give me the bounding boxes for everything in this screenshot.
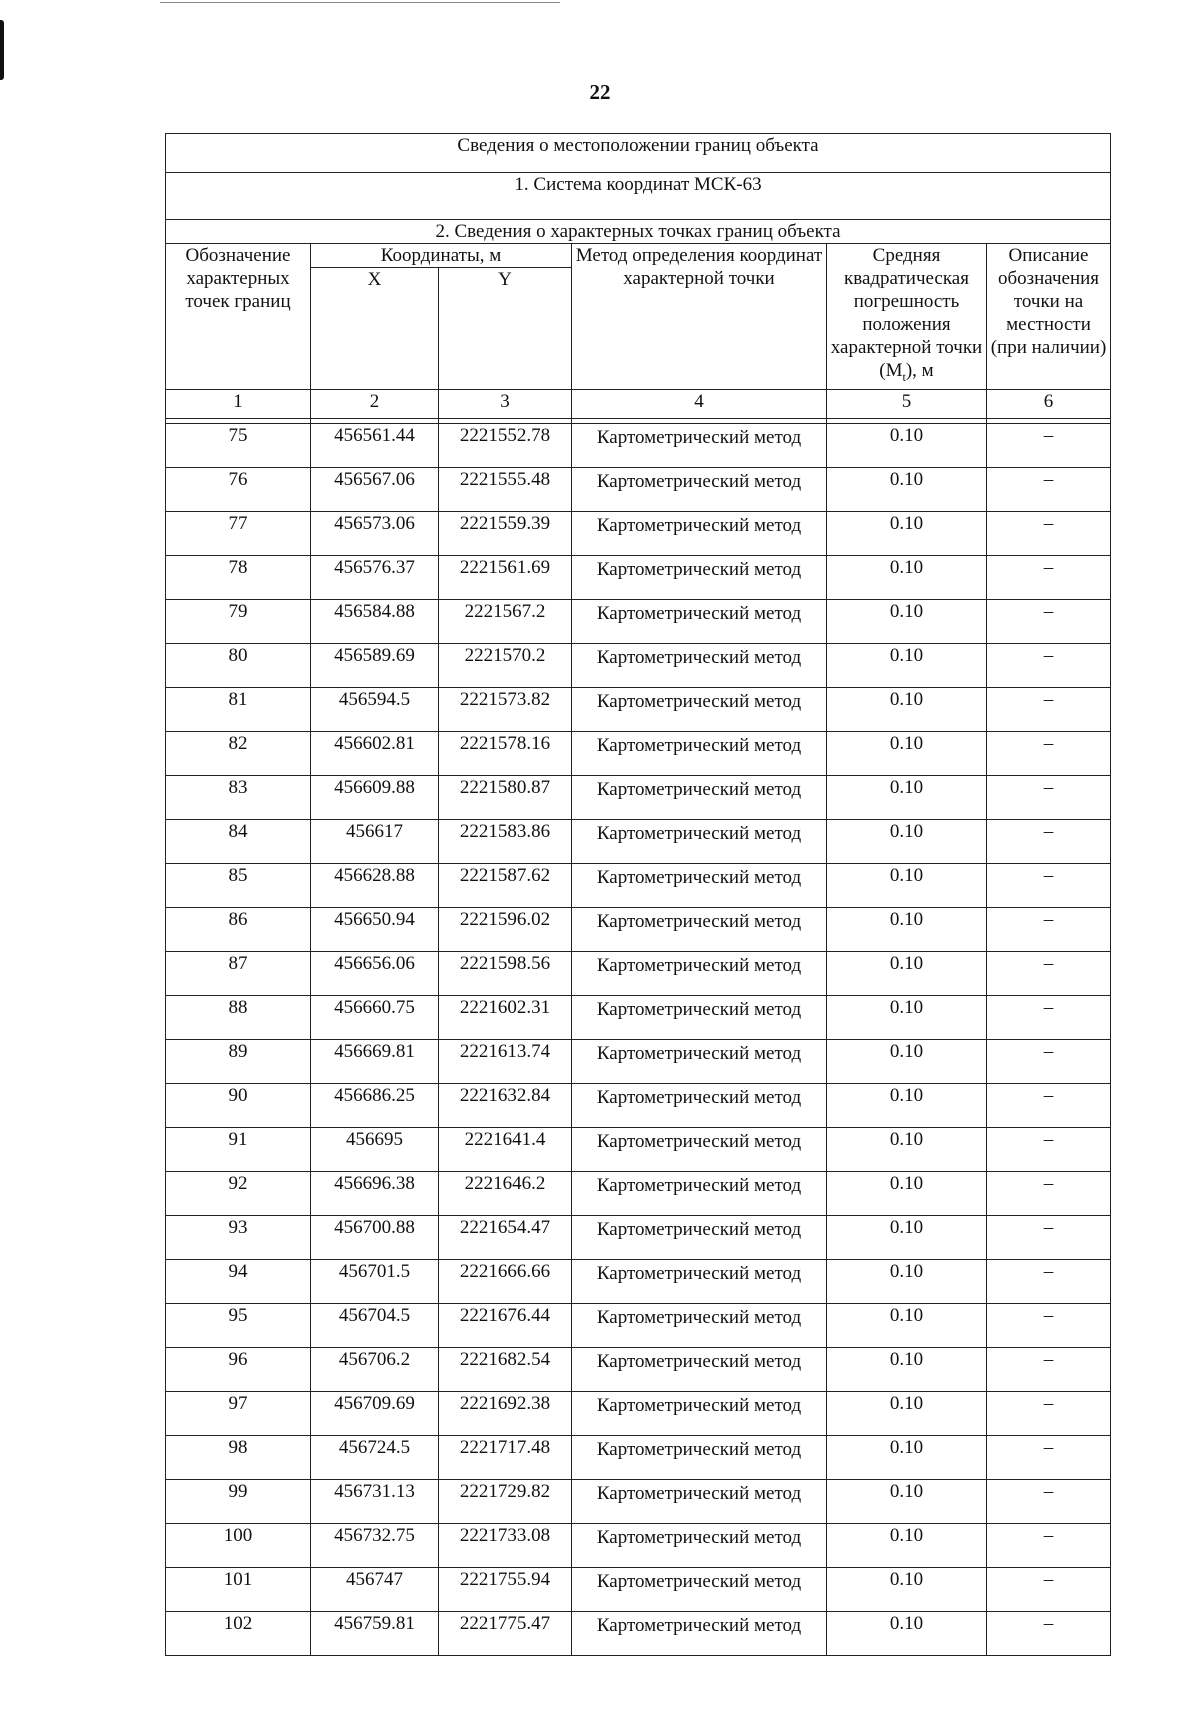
error-cell: 0.10 (827, 819, 987, 863)
table-row (166, 1523, 1111, 1567)
x-coordinate-cell: 456709.69 (311, 1391, 439, 1435)
method-text: Картометрический метод (596, 602, 802, 624)
y-coordinate-cell: 2221692.38 (439, 1391, 572, 1435)
error-cell: 0.10 (827, 995, 987, 1039)
description-cell: – (987, 775, 1111, 819)
column-number-2: 2 (311, 389, 439, 418)
method-cell (572, 775, 827, 819)
description-cell: – (987, 423, 1111, 467)
description-cell: – (987, 687, 1111, 731)
error-cell: 0.10 (827, 1303, 987, 1347)
method-text: Картометрический метод (596, 954, 802, 976)
table-row (166, 467, 1111, 511)
point-cell: 77 (166, 511, 311, 555)
column-number-5: 5 (827, 389, 987, 418)
description-cell: – (987, 643, 1111, 687)
description-cell: – (987, 1391, 1111, 1435)
header-x: X (311, 268, 439, 389)
method-cell (572, 1127, 827, 1171)
coordinate-system-label: 1. Система координат МСК-63 (166, 173, 1111, 220)
table-row (166, 1083, 1111, 1127)
x-coordinate-cell: 456695 (311, 1127, 439, 1171)
y-coordinate-cell: 2221666.66 (439, 1259, 572, 1303)
point-cell: 79 (166, 599, 311, 643)
y-coordinate-cell: 2221775.47 (439, 1611, 572, 1655)
point-cell: 85 (166, 863, 311, 907)
method-text: Картометрический метод (596, 1394, 802, 1416)
header-description: Описание обозначения точки на местности (при наличии) (987, 244, 1111, 390)
x-coordinate-cell: 456617 (311, 819, 439, 863)
method-text: Картометрический метод (596, 1570, 802, 1592)
y-coordinate-cell: 2221654.47 (439, 1215, 572, 1259)
description-cell: – (987, 1523, 1111, 1567)
method-text: Картометрический метод (596, 514, 802, 536)
error-cell: 0.10 (827, 423, 987, 467)
description-cell: – (987, 1479, 1111, 1523)
description-cell: – (987, 863, 1111, 907)
point-cell: 86 (166, 907, 311, 951)
method-text: Картометрический метод (596, 1218, 802, 1240)
error-cell: 0.10 (827, 467, 987, 511)
table-row (166, 819, 1111, 863)
method-cell (572, 467, 827, 511)
method-cell (572, 1391, 827, 1435)
y-coordinate-cell: 2221596.02 (439, 907, 572, 951)
y-coordinate-cell: 2221573.82 (439, 687, 572, 731)
method-cell (572, 819, 827, 863)
table-row (166, 731, 1111, 775)
boundary-points-table (165, 133, 1111, 1656)
error-cell: 0.10 (827, 1259, 987, 1303)
x-coordinate-cell: 456567.06 (311, 467, 439, 511)
method-text: Картометрический метод (596, 910, 802, 932)
method-cell (572, 1347, 827, 1391)
method-text: Картометрический метод (596, 778, 802, 800)
scan-edge-mark (0, 20, 4, 80)
y-coordinate-cell: 2221717.48 (439, 1435, 572, 1479)
x-coordinate-cell: 456732.75 (311, 1523, 439, 1567)
x-coordinate-cell: 456686.25 (311, 1083, 439, 1127)
table-body (166, 134, 1111, 1656)
header-coordinates: Координаты, м (311, 244, 572, 268)
error-cell: 0.10 (827, 1127, 987, 1171)
column-number-3: 3 (439, 389, 572, 418)
method-cell (572, 1479, 827, 1523)
y-coordinate-cell: 2221676.44 (439, 1303, 572, 1347)
method-cell (572, 1259, 827, 1303)
method-cell (572, 951, 827, 995)
method-cell (572, 687, 827, 731)
error-cell: 0.10 (827, 1171, 987, 1215)
point-cell: 101 (166, 1567, 311, 1611)
y-coordinate-cell: 2221583.86 (439, 819, 572, 863)
x-coordinate-cell: 456650.94 (311, 907, 439, 951)
error-cell: 0.10 (827, 1567, 987, 1611)
x-coordinate-cell: 456701.5 (311, 1259, 439, 1303)
table-row (166, 1479, 1111, 1523)
method-cell (572, 1611, 827, 1655)
point-cell: 94 (166, 1259, 311, 1303)
table-row (166, 423, 1111, 467)
y-coordinate-cell: 2221602.31 (439, 995, 572, 1039)
table-row (166, 1435, 1111, 1479)
method-cell (572, 1303, 827, 1347)
method-text: Картометрический метод (596, 1526, 802, 1548)
x-coordinate-cell: 456731.13 (311, 1479, 439, 1523)
table-row (166, 1347, 1111, 1391)
y-coordinate-cell: 2221559.39 (439, 511, 572, 555)
error-cell: 0.10 (827, 1435, 987, 1479)
point-cell: 99 (166, 1479, 311, 1523)
x-coordinate-cell: 456724.5 (311, 1435, 439, 1479)
method-text: Картометрический метод (596, 1350, 802, 1372)
table-row (166, 1303, 1111, 1347)
method-cell (572, 643, 827, 687)
method-cell (572, 1523, 827, 1567)
method-text: Картометрический метод (596, 1262, 802, 1284)
method-cell (572, 995, 827, 1039)
error-cell: 0.10 (827, 1523, 987, 1567)
y-coordinate-cell: 2221632.84 (439, 1083, 572, 1127)
point-cell: 82 (166, 731, 311, 775)
description-cell: – (987, 1215, 1111, 1259)
table-row (166, 687, 1111, 731)
method-text: Картометрический метод (596, 646, 802, 668)
y-coordinate-cell: 2221552.78 (439, 423, 572, 467)
point-cell: 90 (166, 1083, 311, 1127)
point-cell: 91 (166, 1127, 311, 1171)
table-row (166, 1611, 1111, 1655)
column-number-4: 4 (572, 389, 827, 418)
boundary-points-section-label: 2. Сведения о характерных точках границ объекта (166, 220, 1111, 244)
table-row (166, 643, 1111, 687)
point-cell: 96 (166, 1347, 311, 1391)
x-coordinate-cell: 456696.38 (311, 1171, 439, 1215)
x-coordinate-cell: 456747 (311, 1567, 439, 1611)
error-cell: 0.10 (827, 687, 987, 731)
y-coordinate-cell: 2221580.87 (439, 775, 572, 819)
x-coordinate-cell: 456584.88 (311, 599, 439, 643)
method-text: Картометрический метод (596, 998, 802, 1020)
point-cell: 97 (166, 1391, 311, 1435)
method-text: Картометрический метод (596, 426, 802, 448)
point-cell: 100 (166, 1523, 311, 1567)
x-coordinate-cell: 456704.5 (311, 1303, 439, 1347)
error-cell: 0.10 (827, 511, 987, 555)
y-coordinate-cell: 2221755.94 (439, 1567, 572, 1611)
description-cell: – (987, 511, 1111, 555)
method-cell (572, 555, 827, 599)
y-coordinate-cell: 2221570.2 (439, 643, 572, 687)
x-coordinate-cell: 456759.81 (311, 1611, 439, 1655)
method-text: Картометрический метод (596, 1086, 802, 1108)
error-cell: 0.10 (827, 951, 987, 995)
x-coordinate-cell: 456656.06 (311, 951, 439, 995)
y-coordinate-cell: 2221561.69 (439, 555, 572, 599)
error-cell: 0.10 (827, 863, 987, 907)
description-cell: – (987, 995, 1111, 1039)
header-error-text: Средняя квадратическая погрешность положения характерной точки $(M_t)$, м (830, 245, 983, 384)
error-cell: 0.10 (827, 555, 987, 599)
description-cell: – (987, 1567, 1111, 1611)
x-coordinate-cell: 456573.06 (311, 511, 439, 555)
description-cell: – (987, 1127, 1111, 1171)
description-cell: – (987, 467, 1111, 511)
table-row (166, 1391, 1111, 1435)
header-error (827, 244, 987, 390)
method-cell (572, 599, 827, 643)
description-cell: – (987, 1259, 1111, 1303)
method-text: Картометрический метод (596, 1306, 802, 1328)
error-cell: 0.10 (827, 907, 987, 951)
table-row (166, 951, 1111, 995)
table-row (166, 1567, 1111, 1611)
point-cell: 76 (166, 467, 311, 511)
table-row (166, 1215, 1111, 1259)
description-cell: – (987, 1435, 1111, 1479)
description-cell: – (987, 1611, 1111, 1655)
method-text: Картометрический метод (596, 1042, 802, 1064)
table-row (166, 775, 1111, 819)
description-cell: – (987, 1347, 1111, 1391)
method-cell (572, 511, 827, 555)
table-row (166, 863, 1111, 907)
header-method: Метод определения координат характерной точки (572, 244, 827, 390)
table-row (166, 1259, 1111, 1303)
error-cell: 0.10 (827, 643, 987, 687)
table-row (166, 599, 1111, 643)
method-cell (572, 863, 827, 907)
point-cell: 92 (166, 1171, 311, 1215)
table-row (166, 1127, 1111, 1171)
error-cell: 0.10 (827, 731, 987, 775)
point-cell: 87 (166, 951, 311, 995)
method-text: Картометрический метод (596, 1174, 802, 1196)
point-cell: 89 (166, 1039, 311, 1083)
x-coordinate-cell: 456576.37 (311, 555, 439, 599)
header-y: Y (439, 268, 572, 389)
table-row (166, 995, 1111, 1039)
description-cell: – (987, 555, 1111, 599)
description-cell: – (987, 819, 1111, 863)
point-cell: 81 (166, 687, 311, 731)
column-number-1: 1 (166, 389, 311, 418)
point-cell: 80 (166, 643, 311, 687)
error-cell: 0.10 (827, 1215, 987, 1259)
description-cell: – (987, 907, 1111, 951)
error-cell: 0.10 (827, 1039, 987, 1083)
description-cell: – (987, 599, 1111, 643)
method-cell (572, 1039, 827, 1083)
point-cell: 78 (166, 555, 311, 599)
method-cell (572, 1215, 827, 1259)
column-number-6: 6 (987, 389, 1111, 418)
point-cell: 88 (166, 995, 311, 1039)
y-coordinate-cell: 2221567.2 (439, 599, 572, 643)
point-cell: 84 (166, 819, 311, 863)
method-text: Картометрический метод (596, 1130, 802, 1152)
error-cell: 0.10 (827, 775, 987, 819)
x-coordinate-cell: 456706.2 (311, 1347, 439, 1391)
y-coordinate-cell: 2221613.74 (439, 1039, 572, 1083)
method-cell (572, 907, 827, 951)
x-coordinate-cell: 456589.69 (311, 643, 439, 687)
table-row (166, 907, 1111, 951)
method-text: Картометрический метод (596, 690, 802, 712)
y-coordinate-cell: 2221578.16 (439, 731, 572, 775)
error-cell: 0.10 (827, 1391, 987, 1435)
y-coordinate-cell: 2221641.4 (439, 1127, 572, 1171)
description-cell: – (987, 1083, 1111, 1127)
point-cell: 93 (166, 1215, 311, 1259)
description-cell: – (987, 1039, 1111, 1083)
point-cell: 98 (166, 1435, 311, 1479)
x-coordinate-cell: 456700.88 (311, 1215, 439, 1259)
x-coordinate-cell: 456669.81 (311, 1039, 439, 1083)
x-coordinate-cell: 456660.75 (311, 995, 439, 1039)
table-title: Сведения о местоположении границ объекта (166, 134, 1111, 173)
method-text: Картометрический метод (596, 866, 802, 888)
description-cell: – (987, 731, 1111, 775)
method-text: Картометрический метод (596, 1438, 802, 1460)
error-cell: 0.10 (827, 1083, 987, 1127)
y-coordinate-cell: 2221598.56 (439, 951, 572, 995)
scan-top-rule (160, 2, 560, 3)
description-cell: – (987, 951, 1111, 995)
y-coordinate-cell: 2221729.82 (439, 1479, 572, 1523)
method-text: Картометрический метод (596, 1614, 802, 1636)
error-cell: 0.10 (827, 1611, 987, 1655)
method-cell (572, 423, 827, 467)
method-text: Картометрический метод (596, 558, 802, 580)
point-cell: 75 (166, 423, 311, 467)
x-coordinate-cell: 456561.44 (311, 423, 439, 467)
method-cell (572, 1171, 827, 1215)
x-coordinate-cell: 456602.81 (311, 731, 439, 775)
y-coordinate-cell: 2221555.48 (439, 467, 572, 511)
method-text: Картометрический метод (596, 734, 802, 756)
y-coordinate-cell: 2221587.62 (439, 863, 572, 907)
table-row (166, 555, 1111, 599)
y-coordinate-cell: 2221682.54 (439, 1347, 572, 1391)
method-cell (572, 1435, 827, 1479)
point-cell: 95 (166, 1303, 311, 1347)
y-coordinate-cell: 2221646.2 (439, 1171, 572, 1215)
method-cell (572, 1083, 827, 1127)
x-coordinate-cell: 456628.88 (311, 863, 439, 907)
y-coordinate-cell: 2221733.08 (439, 1523, 572, 1567)
error-cell: 0.10 (827, 1347, 987, 1391)
method-cell (572, 1567, 827, 1611)
point-cell: 102 (166, 1611, 311, 1655)
error-cell: 0.10 (827, 1479, 987, 1523)
x-coordinate-cell: 456609.88 (311, 775, 439, 819)
point-cell: 83 (166, 775, 311, 819)
header-designation: Обозначение характерных точек границ (166, 244, 311, 390)
page-number: 22 (589, 80, 611, 104)
description-cell: – (987, 1303, 1111, 1347)
method-text: Картометрический метод (596, 822, 802, 844)
method-text: Картометрический метод (596, 1482, 802, 1504)
method-text: Картометрический метод (596, 470, 802, 492)
method-cell (572, 731, 827, 775)
error-cell: 0.10 (827, 599, 987, 643)
description-cell: – (987, 1171, 1111, 1215)
table-row (166, 1039, 1111, 1083)
x-coordinate-cell: 456594.5 (311, 687, 439, 731)
table-row (166, 1171, 1111, 1215)
table-row (166, 511, 1111, 555)
